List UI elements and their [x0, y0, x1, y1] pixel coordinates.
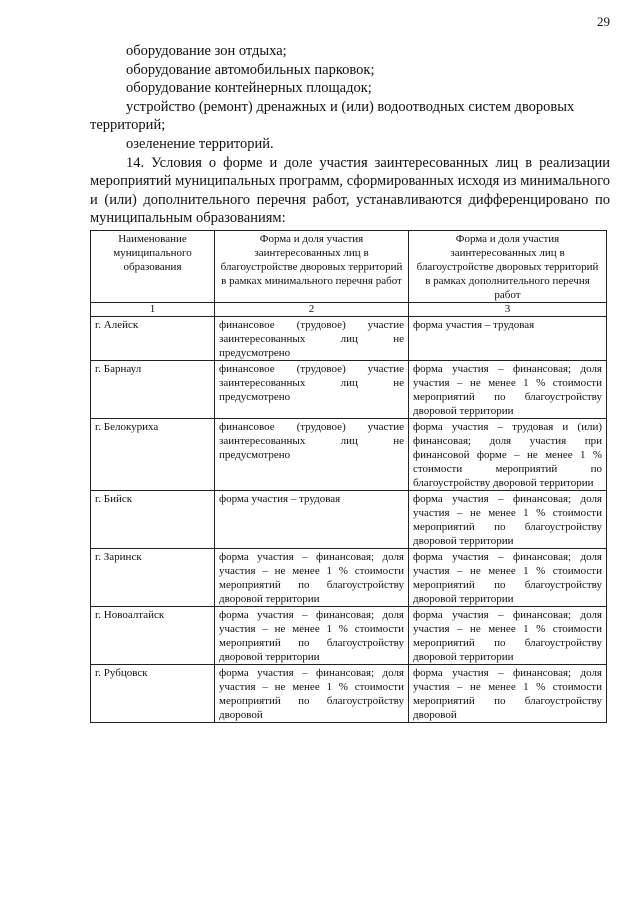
list-item: оборудование контейнерных площадок;: [126, 80, 372, 97]
minimal-participation-cell: форма участия – финансовая; доля участия – не менее 1 % стоимости мероприятий по благоустройству дворовой: [215, 665, 409, 723]
column-number: 3: [409, 303, 607, 317]
municipality-cell: г. Рубцовск: [91, 665, 215, 723]
additional-participation-cell: форма участия – финансовая; доля участия – не менее 1 % стоимости мероприятий по благоустройству дворовой территории: [409, 607, 607, 665]
minimal-participation-cell: финансовое (трудовое) участие заинтересованных лиц не предусмотрено: [215, 419, 409, 491]
list-item-continuation: территорий;: [90, 117, 166, 134]
municipality-cell: г. Алейск: [91, 317, 215, 361]
header-additional-list: Форма и доля участия заинтересованных лиц в благоустройстве дворовых территорий в рамках дополнительного перечня работ: [409, 231, 607, 303]
minimal-participation-cell: финансовое (трудовое) участие заинтересованных лиц не предусмотрено: [215, 361, 409, 419]
header-municipality: Наименование муниципального образования: [91, 231, 215, 303]
table-header-row: [91, 231, 607, 303]
document-body: [90, 42, 610, 228]
column-number-row: [91, 303, 607, 317]
municipality-cell: г. Бийск: [91, 491, 215, 549]
municipality-cell: г. Заринск: [91, 549, 215, 607]
column-number: 2: [215, 303, 409, 317]
list-item: озеленение территорий.: [126, 135, 274, 152]
page-number: 29: [597, 14, 610, 29]
list-item: оборудование автомобильных парковок;: [126, 61, 375, 78]
municipality-cell: г. Новоалтайск: [91, 607, 215, 665]
table-row: [91, 361, 607, 419]
minimal-participation-cell: форма участия – финансовая; доля участия – не менее 1 % стоимости мероприятий по благоустройству дворовой территории: [215, 549, 409, 607]
list-item: оборудование зон отдыха;: [126, 43, 287, 59]
table-row: [91, 607, 607, 665]
table-row: [91, 549, 607, 607]
list-item: устройство (ремонт) дренажных и (или) водоотводных систем дворовых: [126, 98, 575, 115]
table-row: [91, 491, 607, 549]
additional-participation-cell: форма участия – трудовая и (или) финансовая; доля участия при финансовой форме – не менее 1 % стоимости мероприятий по благоустройству дворовой территории: [409, 419, 607, 491]
participation-table: [90, 230, 607, 723]
additional-participation-cell: форма участия – трудовая: [409, 317, 607, 361]
additional-participation-cell: форма участия – финансовая; доля участия – не менее 1 % стоимости мероприятий по благоустройству дворовой территории: [409, 491, 607, 549]
municipality-cell: г. Белокуриха: [91, 419, 215, 491]
additional-participation-cell: форма участия – финансовая; доля участия – не менее 1 % стоимости мероприятий по благоустройству дворовой территории: [409, 361, 607, 419]
table-row: [91, 665, 607, 723]
header-minimal-list: Форма и доля участия заинтересованных лиц в благоустройстве дворовых территорий в рамках минимального перечня работ: [215, 231, 409, 303]
minimal-participation-cell: финансовое (трудовое) участие заинтересованных лиц не предусмотрено: [215, 317, 409, 361]
table-row: [91, 419, 607, 491]
table-row: [91, 317, 607, 361]
municipality-cell: г. Барнаул: [91, 361, 215, 419]
minimal-participation-cell: форма участия – финансовая; доля участия – не менее 1 % стоимости мероприятий по благоустройству дворовой территории: [215, 607, 409, 665]
additional-participation-cell: форма участия – финансовая; доля участия – не менее 1 % стоимости мероприятий по благоустройству дворовой территории: [409, 549, 607, 607]
minimal-participation-cell: форма участия – трудовая: [215, 491, 409, 549]
column-number: 1: [91, 303, 215, 317]
paragraph-14: 14. Условия о форме и доле участия заинтересованных лиц в реализации мероприятий муниципальных программ, сформированных исходя из минимального и (или) дополнительного перечня работ, устанавливаются дифференцировано по муниципальным образованиям:: [90, 154, 610, 227]
additional-participation-cell: форма участия – финансовая; доля участия – не менее 1 % стоимости мероприятий по благоустройству дворовой: [409, 665, 607, 723]
